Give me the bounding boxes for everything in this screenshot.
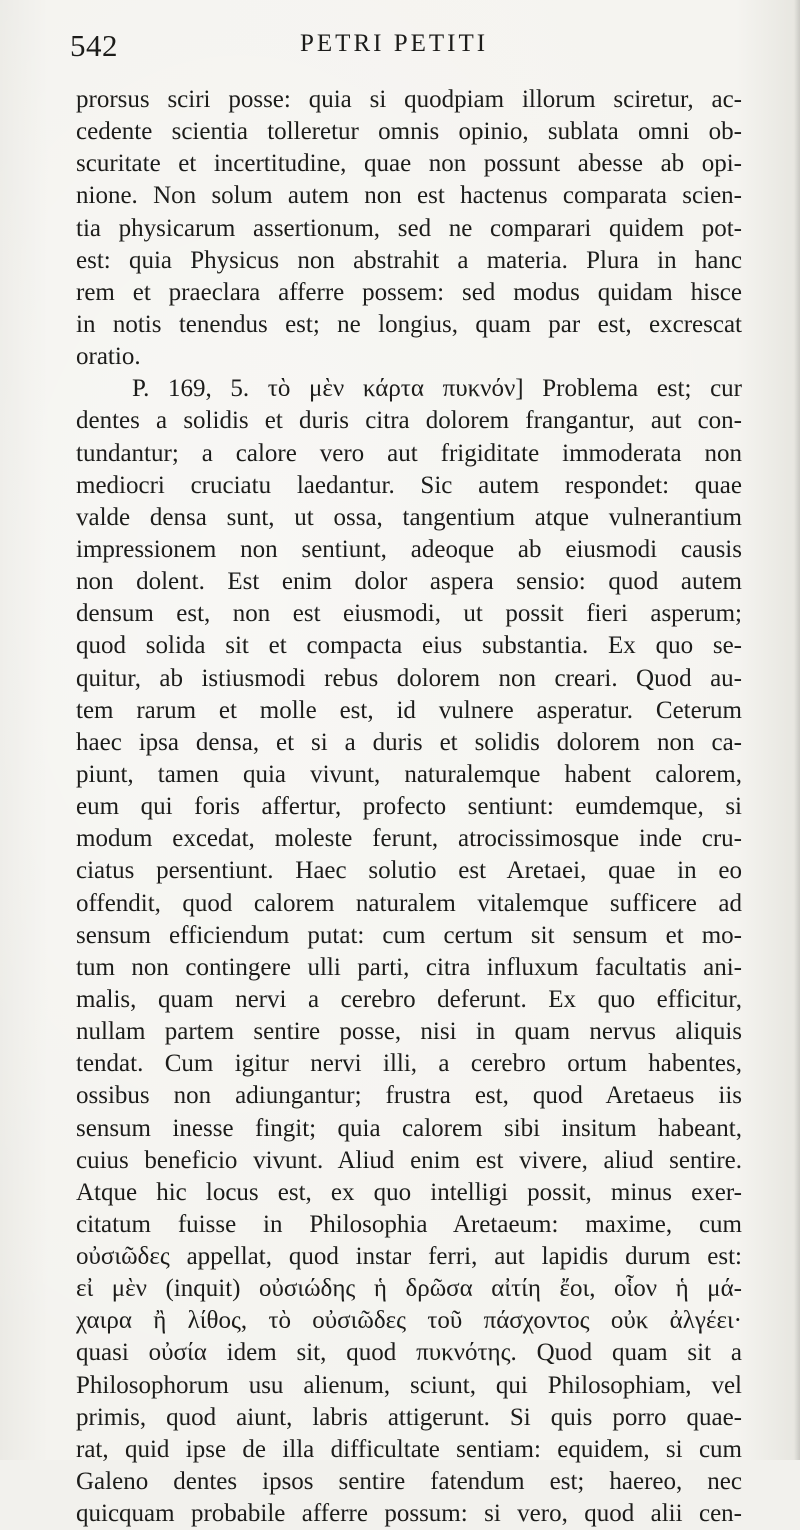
text-line: eum qui foris affertur, profecto sentiunt: eumdemque, si (76, 793, 742, 821)
text-line: haec ipsa densa, et si a duris et solidis dolorem non ca- (76, 728, 742, 756)
text-line: malis, quam nervi a cerebro deferunt. Ex quo efficitur, (76, 985, 742, 1013)
body-text (76, 84, 742, 1530)
running-head: PETRI PETITI (300, 30, 489, 57)
text-line: primis, quod aiunt, labris attigerunt. Si quis porro quae- (76, 1403, 742, 1431)
text-line: cedente scientia tolleretur omnis opinio, sublata omni ob- (76, 118, 742, 146)
text-line: valde densa sunt, ut ossa, tangentium atque vulnerantium (76, 503, 742, 531)
text-line: sensum inesse fingit; quia calorem sibi insitum habeant, (76, 1114, 742, 1142)
text-line: tundantur; a calore vero aut frigiditate immoderata non (76, 439, 742, 467)
text-line: piunt, tamen quia vivunt, naturalemque habent calorem, (76, 760, 742, 788)
text-line: χαιρα ἢ λίθος, τὸ οὐσιῶδες τοῦ πάσχοντος οὐκ ἀλγέει· (76, 1307, 742, 1335)
text-line: tia physicarum assertionum, sed ne comparari quidem pot- (76, 214, 742, 242)
text-line: ossibus non adiungantur; frustra est, quod Aretaeus iis (76, 1082, 742, 1110)
text-line: scuritate et incertitudine, quae non possunt abesse ab opi- (76, 150, 742, 178)
text-line: densum est, non est eiusmodi, ut possit fieri asperum; (76, 600, 742, 628)
text-line: prorsus sciri posse: quia si quodpiam illorum sciretur, ac- (76, 86, 742, 113)
page-number: 542 (70, 28, 118, 63)
text-line: Philosophorum usu alienum, sciunt, qui Philosophiam, vel (76, 1371, 742, 1399)
text-line: ciatus persentiunt. Haec solutio est Aretaei, quae in eo (76, 857, 742, 885)
text-line: εἰ μὲν (inquit) οὐσιώδης ἡ δρῶσα αἰτίη ἔοι, οἷον ἡ μά- (76, 1275, 742, 1303)
text-line: quicquam probabile afferre possum: si vero, quod alii cen- (76, 1500, 742, 1528)
text-line: Galeno dentes ipsos sentire fatendum est; haereo, nec (76, 1468, 742, 1496)
text-line: oratio. (76, 343, 141, 371)
text-line: rat, quid ipse de illa difficultate sentiam: equidem, si cum (76, 1435, 742, 1463)
text-line: modum excedat, moleste ferunt, atrocissimosque inde cru- (76, 825, 742, 853)
text-line: dentes a solidis et duris citra dolorem frangantur, aut con- (76, 407, 742, 435)
page-edge-shadow (794, 0, 800, 1460)
text-line: quitur, ab istiusmodi rebus dolorem non creari. Quod au- (76, 664, 742, 692)
text-line: mediocri cruciatu laedantur. Sic autem respondet: quae (76, 471, 742, 499)
text-line: nullam partem sentire posse, nisi in quam nervus aliquis (76, 1018, 742, 1046)
text-line: tum non contingere ulli parti, citra influxum facultatis ani- (76, 953, 742, 981)
text-line: cuius beneficio vivunt. Aliud enim est vivere, aliud sentire. (76, 1146, 742, 1174)
text-line: offendit, quod calorem naturalem vitalemque sufficere ad (76, 889, 742, 917)
page-header (70, 28, 750, 72)
text-line: nione. Non solum autem non est hactenus comparata scien- (76, 182, 742, 210)
text-line: tendat. Cum igitur nervi illi, a cerebro ortum habentes, (76, 1050, 742, 1078)
text-line: citatum fuisse in Philosophia Aretaeum: maxime, cum (76, 1210, 742, 1238)
text-line: οὐσιῶδες appellat, quod instar ferri, aut lapidis durum est: (76, 1243, 742, 1271)
text-line: Atque hic locus est, ex quo intelligi possit, minus exer- (76, 1178, 742, 1206)
text-line: rem et praeclara afferre possem: sed modus quidam hisce (76, 278, 742, 306)
text-line: quasi οὐσία idem sit, quod πυκνότης. Quod quam sit a (76, 1339, 742, 1367)
text-line: est: quia Physicus non abstrahit a materia. Plura in hanc (76, 246, 742, 274)
text-line: impressionem non sentiunt, adeoque ab eiusmodi causis (76, 535, 742, 563)
text-line: non dolent. Est enim dolor aspera sensio: quod autem (76, 568, 742, 596)
text-line: P. 169, 5. τὸ μὲν κάρτα πυκνόν] Problema est; cur (132, 375, 742, 403)
text-line: tem rarum et molle est, id vulnere asperatur. Ceterum (76, 696, 742, 724)
text-line: sensum efficiendum putat: cum certum sit sensum et mo- (76, 921, 742, 949)
text-line: quod solida sit et compacta eius substantia. Ex quo se- (76, 632, 742, 660)
text-line: in notis tenendus est; ne longius, quam par est, excrescat (76, 310, 742, 338)
